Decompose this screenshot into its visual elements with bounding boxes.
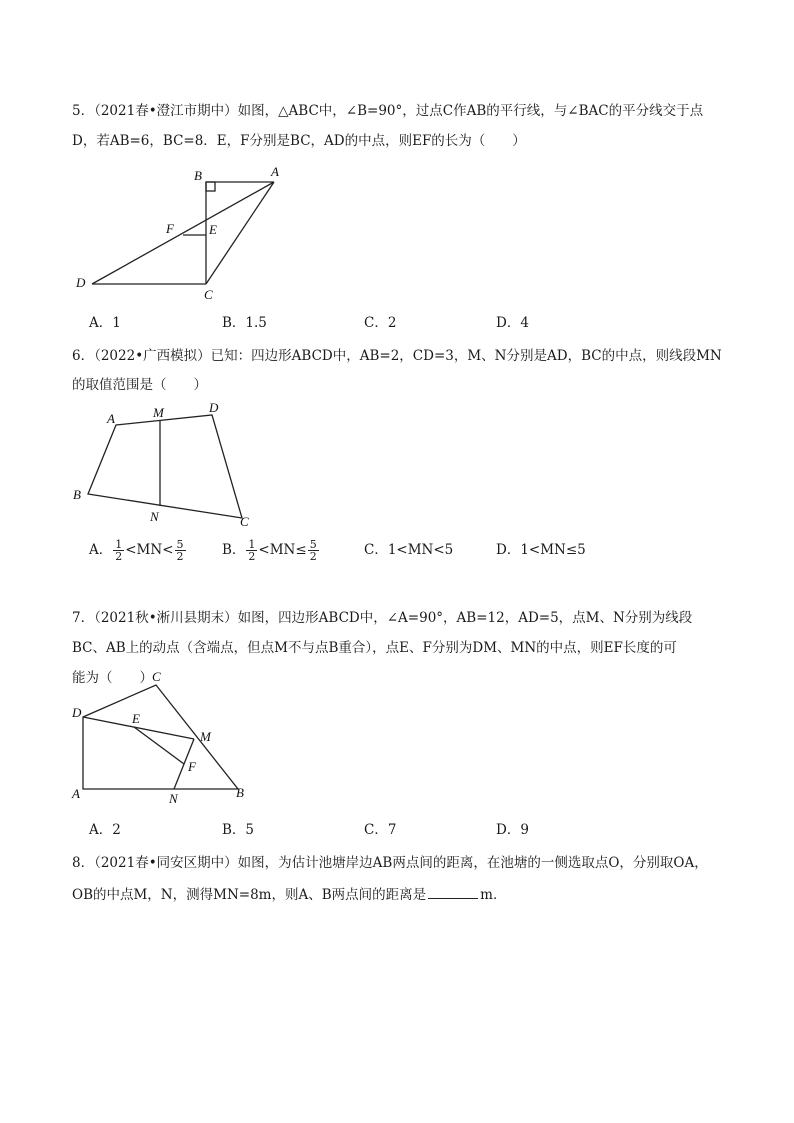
q6-option-b[interactable]: B． $\frac{1}{2}$ <MN≤ $\frac{5}{2}$ xyxy=(222,538,317,563)
q5-text-line1: 5．（2021春•澄江市期中）如图，△ABC中，∠B=90°，过点C作AB的平行线，与∠BAC的平分线交于点 xyxy=(72,103,704,119)
q7-label-n: N xyxy=(169,791,178,806)
q5-option-c[interactable]: C．2 xyxy=(364,315,397,331)
q7-label-a: A xyxy=(72,786,80,801)
q6-label-c: C xyxy=(240,514,249,529)
q6-text-line2: 的取值范围是（ ） xyxy=(72,377,207,393)
q7-label-m: M xyxy=(200,729,211,744)
q6-options xyxy=(0,539,794,561)
q5-options xyxy=(0,312,794,334)
q5-label-c: C xyxy=(204,287,213,302)
q6-label-a: A xyxy=(107,411,115,426)
q5-option-b[interactable]: B．1.5 xyxy=(222,315,267,331)
q7-options xyxy=(0,819,794,841)
q6-label-d: D xyxy=(209,400,219,415)
q6-text-line1: 6．（2022•广西模拟）已知：四边形ABCD中，AB=2，CD=3，M、N分别是AD，BC的中点，则线段MN xyxy=(72,348,722,364)
q8-text-line2: OB的中点M，N，测得MN=8m，则A、B两点间的距离是 m． xyxy=(72,884,732,905)
q8-answer-blank[interactable] xyxy=(428,884,478,899)
q7-text-line2: BC、AB上的动点（含端点，但点M不与点B重合），点E、F分别为DM、MN的中点，则EF长度的可 xyxy=(72,640,677,656)
q7-figure xyxy=(66,668,266,810)
q7-label-f: F xyxy=(188,759,196,774)
q5-label-e: E xyxy=(209,222,217,237)
q7-label-d: D xyxy=(72,705,82,720)
q6-label-n: N xyxy=(150,509,159,524)
q7-option-a[interactable]: A．2 xyxy=(89,822,121,838)
q7-text-line1: 7．（2021秋•淅川县期末）如图，四边形ABCD中，∠A=90°，AB=12，AD=5，点M、N分别为线段 xyxy=(72,610,693,626)
q5-label-f: F xyxy=(166,221,174,236)
q5-figure xyxy=(70,160,300,310)
q7-option-b[interactable]: B．5 xyxy=(222,822,255,838)
q5-text-line2: D，若AB=6，BC=8．E，F分别是BC，AD的中点，则EF的长为（ ） xyxy=(72,133,526,149)
q5-option-a[interactable]: A．1 xyxy=(89,315,121,331)
q5-label-d: D xyxy=(76,275,86,290)
q6-figure xyxy=(70,400,270,532)
q8-text-line1: 8．（2021春•同安区期中）如图，为估计池塘岸边AB两点间的距离，在池塘的一侧选取点O，分别取OA， xyxy=(72,855,708,871)
q7-label-e: E xyxy=(132,711,140,726)
q6-option-c[interactable]: C．1<MN<5 xyxy=(364,542,454,558)
q7-label-b: B xyxy=(236,785,244,800)
q6-option-a[interactable]: A． $\frac{1}{2}$ <MN< $\frac{5}{2}$ xyxy=(89,538,184,563)
q7-label-c: C xyxy=(152,669,161,684)
q6-label-m: M xyxy=(153,405,164,420)
q6-option-d[interactable]: D．1<MN≤5 xyxy=(496,542,586,558)
q5-label-a: A xyxy=(271,164,279,179)
q7-option-c[interactable]: C．7 xyxy=(364,822,397,838)
q7-text-line3: 能为（ ） xyxy=(72,670,153,686)
q7-option-d[interactable]: D．9 xyxy=(496,822,529,838)
q5-label-b: B xyxy=(194,168,202,183)
q5-option-d[interactable]: D．4 xyxy=(496,315,529,331)
q6-label-b: B xyxy=(73,487,81,502)
